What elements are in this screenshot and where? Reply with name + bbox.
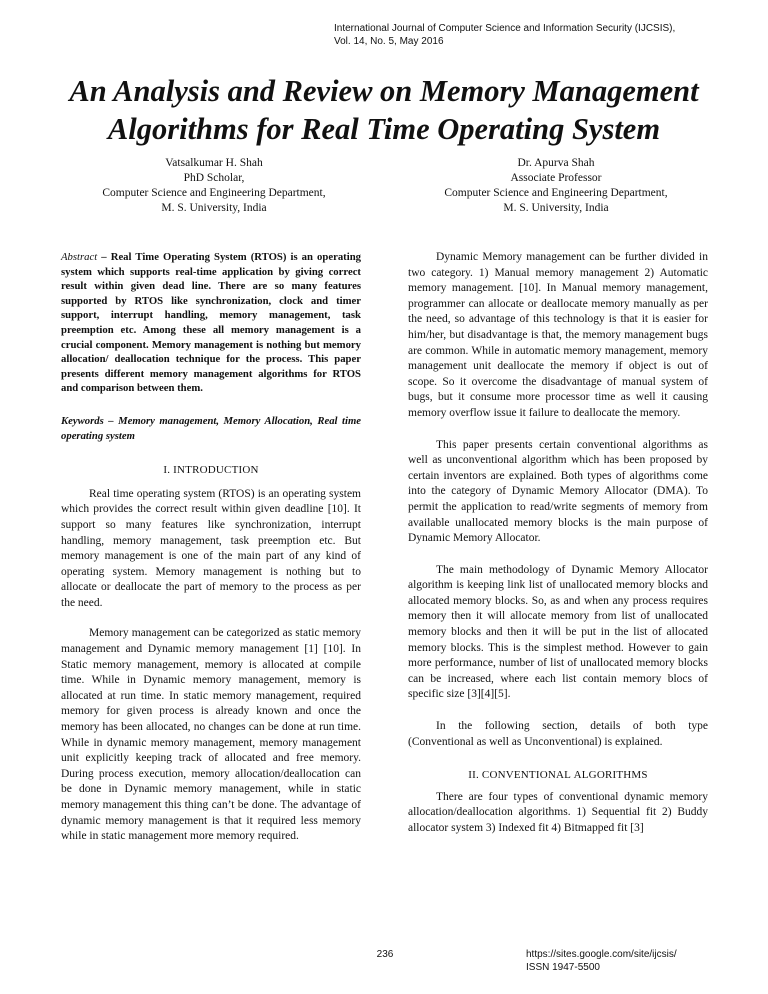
author-affiliation: M. S. University, India — [161, 202, 267, 214]
author-block-1 — [64, 156, 364, 216]
author-department: Computer Science and Engineering Department, — [444, 187, 668, 199]
paragraph: This paper presents certain conventional algorithms as well as unconventional algorithm which has been proposed by certain inventors are explained. Both types of algorithms come into the category of Dynamic Memory Allocator (DMA). To permit the application to read/write segments of memory from available unallocated memory blocks is the main purpose of Dynamic Memory Allocator. — [408, 438, 708, 545]
author-role: Associate Professor — [510, 172, 602, 184]
author-name: Dr. Apurva Shah — [517, 157, 595, 169]
paragraph: In the following section, details of both type (Conventional as well as Unconventional) is explained. — [408, 720, 708, 748]
author-block-2 — [406, 156, 706, 216]
paper-title — [20, 72, 748, 148]
journal-name: International Journal of Computer Science and Information Security (IJCSIS), — [334, 23, 676, 34]
section-heading-introduction: I. INTRODUCTION — [163, 464, 259, 477]
author-affiliation: M. S. University, India — [503, 202, 609, 214]
right-column — [408, 250, 708, 837]
author-role: PhD Scholar, — [183, 172, 245, 184]
left-column — [61, 250, 361, 845]
abstract-text: – Real Time Operating System (RTOS) is an operating system which supports real-time application by giving correct result within given dead line. There are so many features supported by RTOS like synchronization, clock and timer support, interrupt handling, memory management, task preemption etc. Among these all memory management is a crucial component. Memory management is nothing but memory allocation/ deallocation technique for the process. This paper presents different memory management algorithms for RTOS and comparison between them. — [61, 251, 361, 395]
issn: ISSN 1947-5500 — [526, 962, 600, 973]
paragraph: There are four types of conventional dynamic memory allocation/deallocation algorithms. 1) Sequential fit 2) Buddy allocator system 3) Indexed fit 4) Bitmapped fit [3] — [408, 790, 708, 834]
paper-title-line-1: An Analysis and Review on Memory Management — [69, 74, 699, 108]
section-heading-conventional-algorithms: II. CONVENTIONAL ALGORITHMS — [468, 769, 648, 782]
abstract-label: Abstract — [61, 251, 98, 263]
keywords: Keywords – Memory management, Memory Allocation, Real time operating system — [61, 414, 361, 442]
journal-header — [334, 22, 754, 48]
journal-issue: Vol. 14, No. 5, May 2016 — [334, 36, 444, 47]
author-name: Vatsalkumar H. Shah — [165, 157, 263, 169]
paragraph: Memory management can be categorized as static memory management and Dynamic memory management [1] [10]. In Static memory management, memory is allocated at compile time. While in Dynamic memory management, memory is allocated at run time. In static memory management, required memory for given process is already known and once the memory has been allocated, no changes can be done at run time. While in dynamic memory management, memory management unit explicitly keeping track of allocated and free memory. During process execution, memory allocation/deallocation can be done in Dynamic memory management, while in static memory management this thing can’t be done. The advantage of dynamic memory management is that it required less memory while in static management more memory required. — [61, 627, 361, 843]
abstract — [61, 250, 361, 396]
author-department: Computer Science and Engineering Department, — [102, 187, 326, 199]
journal-url: https://sites.google.com/site/ijcsis/ — [526, 949, 677, 960]
paragraph: Real time operating system (RTOS) is an operating system which provides the correct result within given deadline [10]. It support so many features like synchronization, interrupt handling, memory management, task preemption etc. But memory management is one of the main part of any kind of operating system. Memory management is nothing but to allocate or deallocate the part of memory to the process as per the need. — [61, 487, 361, 609]
paragraph: Dynamic Memory management can be further divided in two category. 1) Manual memory management 2) Automatic memory management. [10]. In Manual memory management, programmer can allocate or deallocate memory manually as per the need, so advantage of this technology is that it is easier for him/her, but disadvantage is that, the memory management bugs are common. While in automatic memory management, memory management unit deallocate the memory if object is out of scope. So it overcome the disadvantage of manual system of bugs, but it consume more processor time as well it causing memory overflow issue it failure to deallocate the memory. — [408, 251, 708, 419]
paragraph: The main methodology of Dynamic Memory Allocator algorithm is keeping link list of unallocated memory blocks and allocated memory blocks. So, as and when any process requires memory then it will allocate memory from list of unallocated memory blocks and then it will be put in the list of allocated memory blocks. This is the simplest method. However to gain more performance, number of list of unallocated memory blocks can be increased, where each list contain memory blocs of specific size [3][4][5]. — [408, 563, 708, 701]
page-number: 236 — [376, 949, 394, 960]
footer-info — [526, 948, 756, 974]
paper-title-line-2: Algorithms for Real Time Operating System — [107, 112, 661, 146]
